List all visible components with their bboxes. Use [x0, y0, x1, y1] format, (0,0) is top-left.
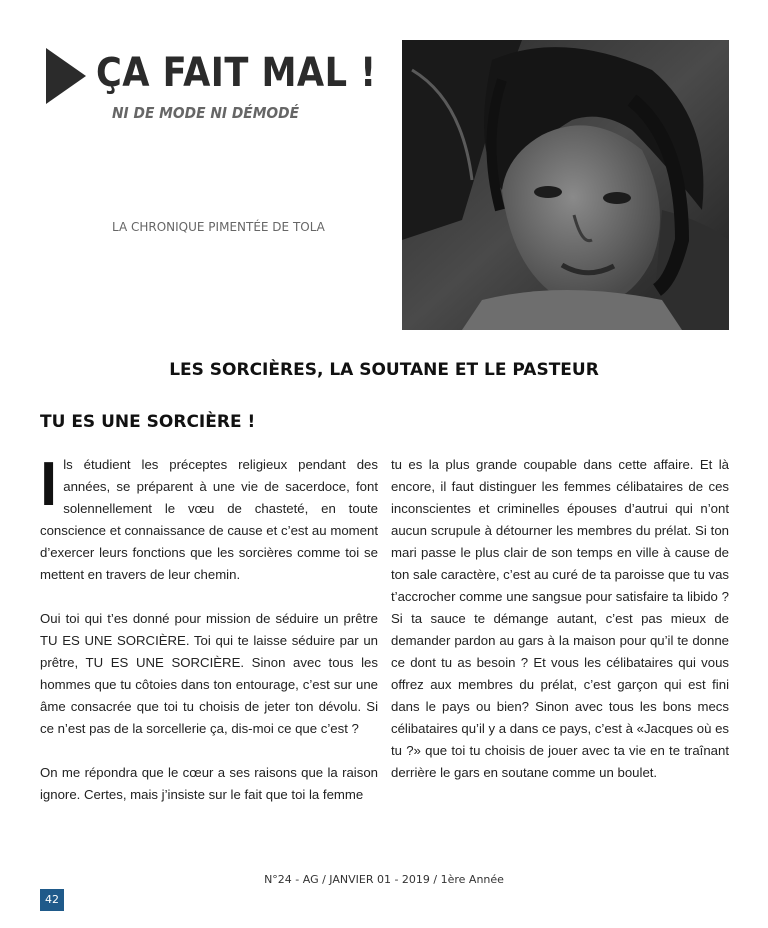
author-portrait-photo [402, 40, 729, 330]
issue-footer: N°24 - AG / JANVIER 01 - 2019 / 1ère Année [264, 873, 504, 886]
column-subtitle: NI DE MODE NI DÉMODÉ [112, 104, 300, 122]
chronicle-label: LA CHRONIQUE PIMENTÉE DE TOLA [112, 220, 325, 234]
article-headline: LES SORCIÈRES, LA SOUTANE ET LE PASTEUR [169, 360, 599, 380]
article-column-left [40, 450, 378, 828]
page-number-badge: 42 [40, 889, 64, 911]
article-column-right [391, 454, 729, 806]
paragraph: Ils étudient les préceptes religieux pendant des années, se préparent à une vie de sacerdoce, font solennellement le vœu de chasteté, en toute conscience et connaissance de cause et c’est au moment d’exercer leurs fonctions que les sorcières comme toi se mettent en travers de leur chemin. [40, 450, 378, 582]
play-triangle-icon [46, 48, 86, 104]
paragraph: Oui toi qui t’es donné pour mission de séduire un prêtre TU ES UNE SORCIÈRE. Toi qui te laisse séduire par un prêtre, TU ES UNE SORCIÈRE. Sinon avec tous les hommes que tu côtoies dans ton entourage, c’est sur une âme consacrée que toi tu choisis de jeter ton dévolu. Si ce n’est pas de la sorcellerie ça, dis-moi ce que c’est ? [40, 611, 378, 736]
paragraph: tu es la plus grande coupable dans cette affaire. Et là encore, il faut distinguer les femmes célibataires de ces inconscientes et criminelles épouses d’autrui qui n’ont aucun scrupule à détourner les membres du prélat. Si ton mari passe le plus clair de son temps en ville à cause de ton sale caractère, c’est au curé de ta paroisse que tu vas t’accrocher comme une sangsue pour satisfaire ta libido ? Si ta sauce te démange autant, c’est pas mieux de demander pardon au gars à la maison pour qu’il te donne ce dont tu as besoin ? Et vous les célibataires qui vous offrez aux membres du prélat, c’est garçon qui est fini dans le pays ou bien? Sinon avec tous les bons mecs célibataires qu’il y a dans ce pays, c’est à «Jacques où es tu ?» que toi tu choisis de jouer avec ta vie en te traînant derrière le gars en soutane comme un boulet. [391, 457, 729, 780]
section-title: TU ES UNE SORCIÈRE ! [40, 412, 256, 432]
drop-cap: I [40, 450, 58, 519]
paragraph: On me répondra que le cœur a ses raisons que la raison ignore. Certes, mais j’insiste sur le fait que toi la femme [40, 765, 378, 802]
column-title: ÇA FAIT MAL ! [96, 50, 377, 96]
